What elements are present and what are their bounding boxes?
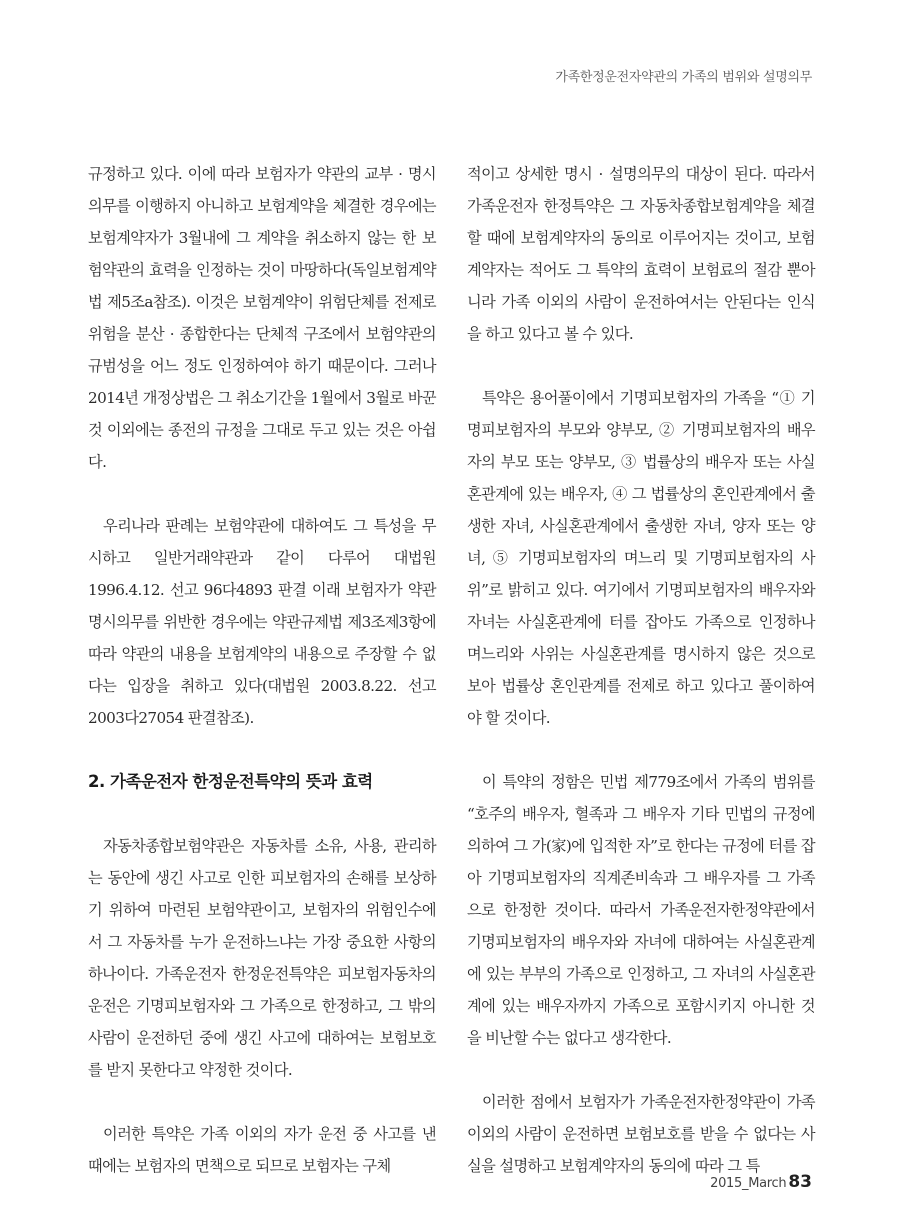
section-heading: 2. 가족운전자 한정운전특약의 뜻과 효력 bbox=[88, 772, 373, 791]
page-footer bbox=[710, 1172, 812, 1192]
paragraph: 자동차종합보험약관은 자동차를 소유, 사용, 관리하는 동안에 생긴 사고로 인한 피보험자의 손해를 보상하기 위하여 마련된 보험약관이고, 보험자의 위험인수에서 그 자동차를 누가 운전하느냐는 가장 중요한 사항의 하나이다. 가족운전자 한정운전특약은 피보험자동차의 운전은 기명피보험자와 그 가족으로 한정하고, 그 밖의 사람이 운전하던 중에 생긴 사고에 대하여는 보험보호를 받지 못한다고 약정한 것이다. bbox=[88, 837, 436, 1079]
paragraph-continued: 규정하고 있다. 이에 따라 보험자가 약관의 교부 · 명시의무를 이행하지 아니하고 보험계약을 체결한 경우에는 보험계약자가 3월내에 그 계약을 취소하지 않는 한 보험약관의 효력을 인정하는 것이 마땅하다(독일보험계약법 제5조a참조). 이것은 보험계약이 위험단체를 전제로 위험을 분산 · 종합한다는 단체적 구조에서 보험약관의 규범성을 어느 정도 인정하여야 하기 때문이다. 그러나 2014년 개정상법은 그 취소기간을 1월에서 3월로 바꾼 것 이외에는 종전의 규정을 그대로 두고 있는 것은 아쉽다. bbox=[88, 165, 436, 471]
left-column bbox=[88, 158, 436, 1182]
running-header: 가족한정운전자약관의 가족의 범위와 설명의무 bbox=[555, 70, 812, 85]
paragraph-continued: 적이고 상세한 명시 · 설명의무의 대상이 된다. 따라서 가족운전자 한정특약은 그 자동차종합보험계약을 체결할 때에 보험계약자의 동의로 이루어지는 것이고, 보험계약자는 적어도 그 특약의 효력이 보험료의 절감 뿐아니라 가족 이외의 사람이 운전하여서는 안된다는 인식을 하고 있다고 볼 수 있다. bbox=[467, 165, 815, 343]
paragraph: 이 특약의 정함은 민법 제779조에서 가족의 범위를 “호주의 배우자, 혈족과 그 배우자 기타 민법의 규정에 의하여 그 가(家)에 입적한 자”로 한다는 규정에 터를 잡아 기명피보험자의 직계존비속과 그 배우자를 그 가족으로 한정한 것이다. 따라서 가족운전자한정약관에서 기명피보험자의 배우자와 자녀에 대하여는 사실혼관계에 있는 부부의 가족으로 인정하고, 그 자녀의 사실혼관계에 있는 배우자까지 가족으로 포함시키지 아니한 것을 비난할 수는 없다고 생각한다. bbox=[467, 773, 815, 1047]
paragraph: 이러한 특약은 가족 이외의 자가 운전 중 사고를 낸 때에는 보험자의 면책으로 되므로 보험자는 구체 bbox=[88, 1125, 436, 1175]
right-column bbox=[467, 158, 815, 1182]
paragraph: 우리나라 판례는 보험약관에 대하여도 그 특성을 무시하고 일반거래약관과 같이 다루어 대법원 1996.4.12. 선고 96다4893 판결 이래 보험자가 약관명시의무를 위반한 경우에는 약관규제법 제3조제3항에 따라 약관의 내용을 보험계약의 내용으로 주장할 수 없다는 입장을 취하고 있다(대법원 2003.8.22. 선고 2003다27054 판결참조). bbox=[88, 517, 436, 727]
page-number: 83 bbox=[788, 1172, 812, 1192]
issue-label: 2015_March bbox=[710, 1176, 787, 1191]
paragraph: 이러한 점에서 보험자가 가족운전자한정약관이 가족 이외의 사람이 운전하면 보험보호를 받을 수 없다는 사실을 설명하고 보험계약자의 동의에 따라 그 특 bbox=[467, 1093, 815, 1175]
paragraph: 특약은 용어풀이에서 기명피보험자의 가족을 “① 기명피보험자의 부모와 양부모, ② 기명피보험자의 배우자의 부모 또는 양부모, ③ 법률상의 배우자 또는 사실혼관계에 있는 배우자, ④ 그 법률상의 혼인관계에서 출생한 자녀, 사실혼관계에서 출생한 자녀, 양자 또는 양녀, ⑤ 기명피보험자의 며느리 및 기명피보험자의 사위”로 밝히고 있다. 여기에서 기명피보험자의 배우자와 자녀는 사실혼관계에 터를 잡아도 가족으로 인정하나 며느리와 사위는 사실혼관계를 명시하지 않은 것으로 보아 법률상 혼인관계를 전제로 하고 있다고 풀이하여야 할 것이다. bbox=[467, 389, 815, 727]
